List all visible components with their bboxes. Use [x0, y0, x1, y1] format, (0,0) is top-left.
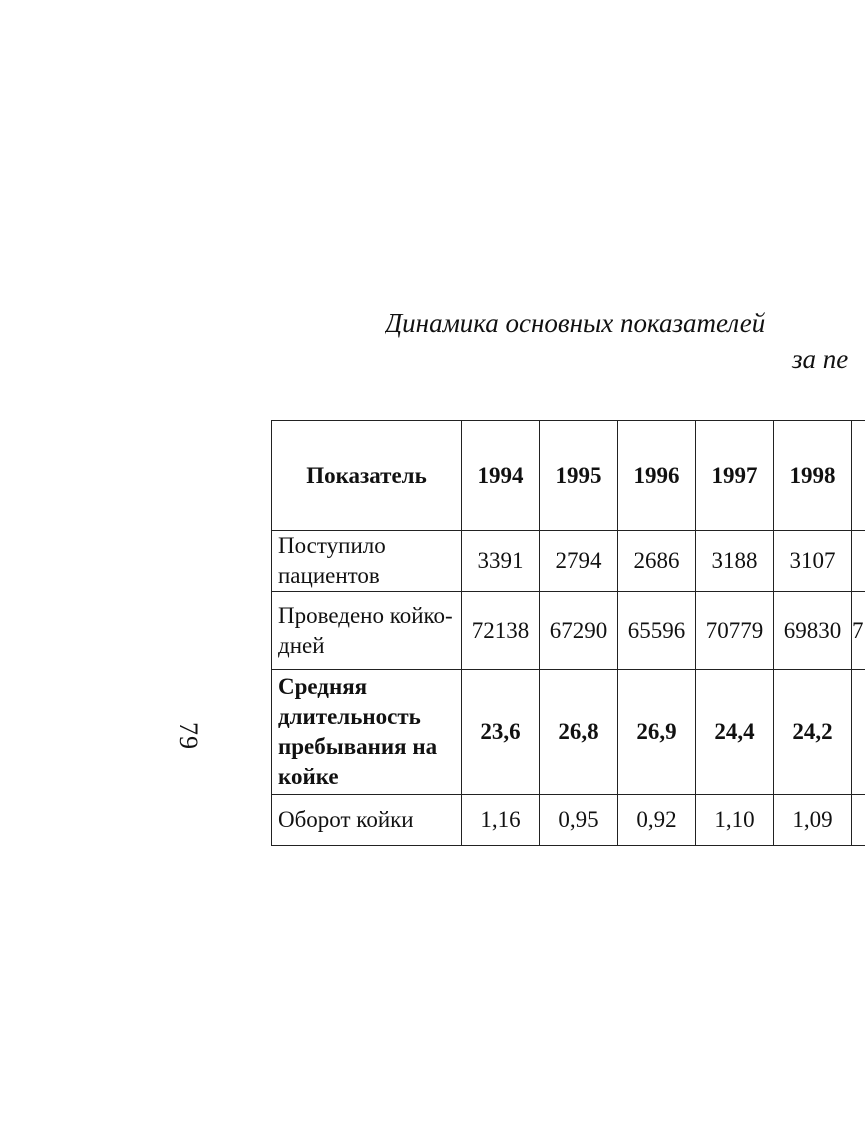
- table-cell: 3107: [774, 531, 852, 592]
- table-cell: 3188: [696, 531, 774, 592]
- table-cell: 24,4: [696, 670, 774, 795]
- table-cell: 2794: [540, 531, 618, 592]
- row-label: Поступило пациентов: [272, 531, 462, 592]
- row-label: Проведено койко-дней: [272, 592, 462, 670]
- title-line-2: за пе: [792, 344, 849, 374]
- header-indicator: Показатель: [272, 421, 462, 531]
- table-row: [272, 592, 865, 670]
- table-cell-cut: [852, 795, 865, 846]
- row-label: Средняя длительность пребывания на койке: [272, 670, 462, 795]
- header-year: 1994: [462, 421, 540, 531]
- table-cell: 65596: [618, 592, 696, 670]
- table-cell: 1,10: [696, 795, 774, 846]
- table-cell: 3391: [462, 531, 540, 592]
- page-number: 79: [174, 722, 203, 750]
- table-title: [385, 305, 865, 377]
- table-cell: 72138: [462, 592, 540, 670]
- table-cell: 23,6: [462, 670, 540, 795]
- table-cell-cut: 7: [852, 592, 865, 670]
- table-cell: 1,16: [462, 795, 540, 846]
- table-row: [272, 670, 865, 795]
- table-cell: 26,8: [540, 670, 618, 795]
- statistics-table-container: [271, 420, 865, 846]
- header-year: 1998: [774, 421, 852, 531]
- row-label: Оборот койки: [272, 795, 462, 846]
- table-header-row: [272, 421, 865, 531]
- table-cell: 26,9: [618, 670, 696, 795]
- table-cell: 0,92: [618, 795, 696, 846]
- table-cell: 67290: [540, 592, 618, 670]
- header-year: 1996: [618, 421, 696, 531]
- header-year: 1997: [696, 421, 774, 531]
- table-cell: 24,2: [774, 670, 852, 795]
- table-cell-cut: [852, 531, 865, 592]
- table-row: [272, 795, 865, 846]
- header-year: 1995: [540, 421, 618, 531]
- table-cell: 2686: [618, 531, 696, 592]
- table-row: [272, 531, 865, 592]
- table-cell: 69830: [774, 592, 852, 670]
- statistics-table: [271, 420, 865, 846]
- title-line-1: Динамика основных показателей: [385, 308, 766, 338]
- table-cell: 70779: [696, 592, 774, 670]
- table-cell: 1,09: [774, 795, 852, 846]
- header-year-cut: [852, 421, 865, 531]
- table-cell-cut: [852, 670, 865, 795]
- table-cell: 0,95: [540, 795, 618, 846]
